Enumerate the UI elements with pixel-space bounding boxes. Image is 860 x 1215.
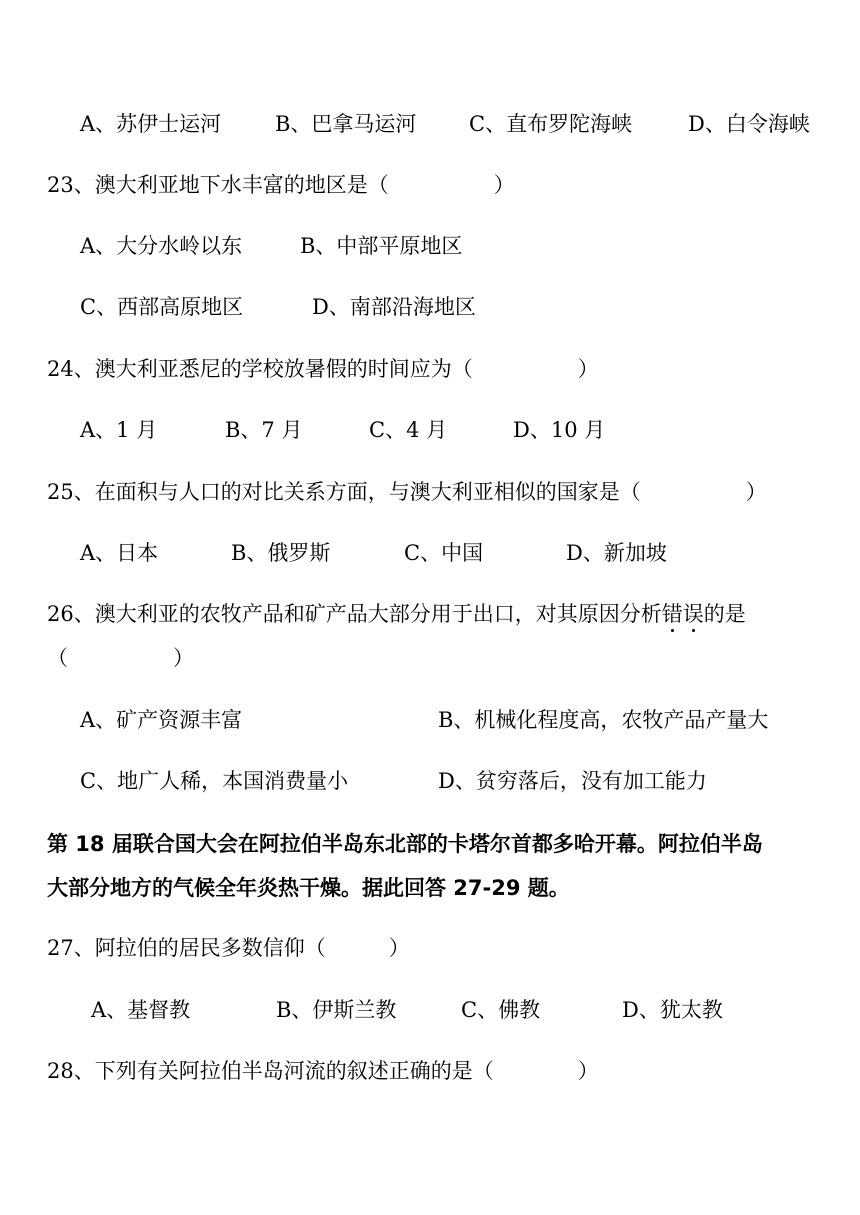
q23-option-a[interactable]: A、大分水岭以东 [80,234,243,258]
q26-answer-blank: （ ） [47,646,194,670]
q26-stem [47,598,746,630]
q22-option-b[interactable]: B、巴拿马运河 [275,112,417,136]
q25-stem: 25、在面积与人口的对比关系方面，与澳大利亚相似的国家是（ ） [47,480,767,504]
q23-option-d[interactable]: D、南部沿海地区 [312,295,476,319]
q28-stem: 28、下列有关阿拉伯半岛河流的叙述正确的是（ ） [47,1059,599,1083]
q27-option-b[interactable]: B、伊斯兰教 [276,998,397,1022]
q26-emphasis-char-2: 误 [682,602,704,626]
q24-option-c[interactable]: C、4 月 [369,418,448,442]
q26-stem-part1: 26、澳大利亚的农牧产品和矿产品大部分用于出口，对其原因分析 [47,602,662,626]
q27-option-c[interactable]: C、佛教 [461,998,541,1022]
q22-option-c[interactable]: C、直布罗陀海峡 [469,112,633,136]
q24-option-b[interactable]: B、7 月 [225,418,303,442]
q27-stem: 27、阿拉伯的居民多数信仰（ ） [47,936,410,960]
q23-option-c[interactable]: C、西部高原地区 [80,295,244,319]
q26-option-a[interactable]: A、矿产资源丰富 [80,708,243,732]
q27-option-a[interactable]: A、基督教 [91,998,191,1022]
q26-stem-part2: 的是 [703,602,746,626]
q22-option-a[interactable]: A、苏伊士运河 [80,112,222,136]
q23-stem: 23、澳大利亚地下水丰富的地区是（ ） [47,173,515,197]
passage-line-2: 大部分地方的气候全年炎热干燥。据此回答 27-29 题。 [47,876,570,900]
q27-option-d[interactable]: D、犹太教 [622,998,723,1022]
q25-option-c[interactable]: C、中国 [404,541,484,565]
q24-option-d[interactable]: D、10 月 [513,418,606,442]
q25-option-d[interactable]: D、新加坡 [566,541,667,565]
q26-option-b[interactable]: B、机械化程度高，农牧产品产量大 [438,708,769,732]
q26-option-c[interactable]: C、地广人稀，本国消费量小 [80,769,349,793]
q24-stem: 24、澳大利亚悉尼的学校放暑假的时间应为（ ） [47,357,599,381]
q23-option-b[interactable]: B、中部平原地区 [300,234,463,258]
q24-option-a[interactable]: A、1 月 [80,418,158,442]
q25-option-b[interactable]: B、俄罗斯 [231,541,331,565]
q22-option-d[interactable]: D、白令海峡 [688,112,810,136]
q25-option-a[interactable]: A、日本 [80,541,159,565]
q26-option-d[interactable]: D、贫穷落后，没有加工能力 [438,769,707,793]
passage-line-1: 第 18 届联合国大会在阿拉伯半岛东北部的卡塔尔首都多哈开幕。阿拉伯半岛 [47,832,763,856]
q26-emphasis-char-1: 错 [661,602,683,626]
